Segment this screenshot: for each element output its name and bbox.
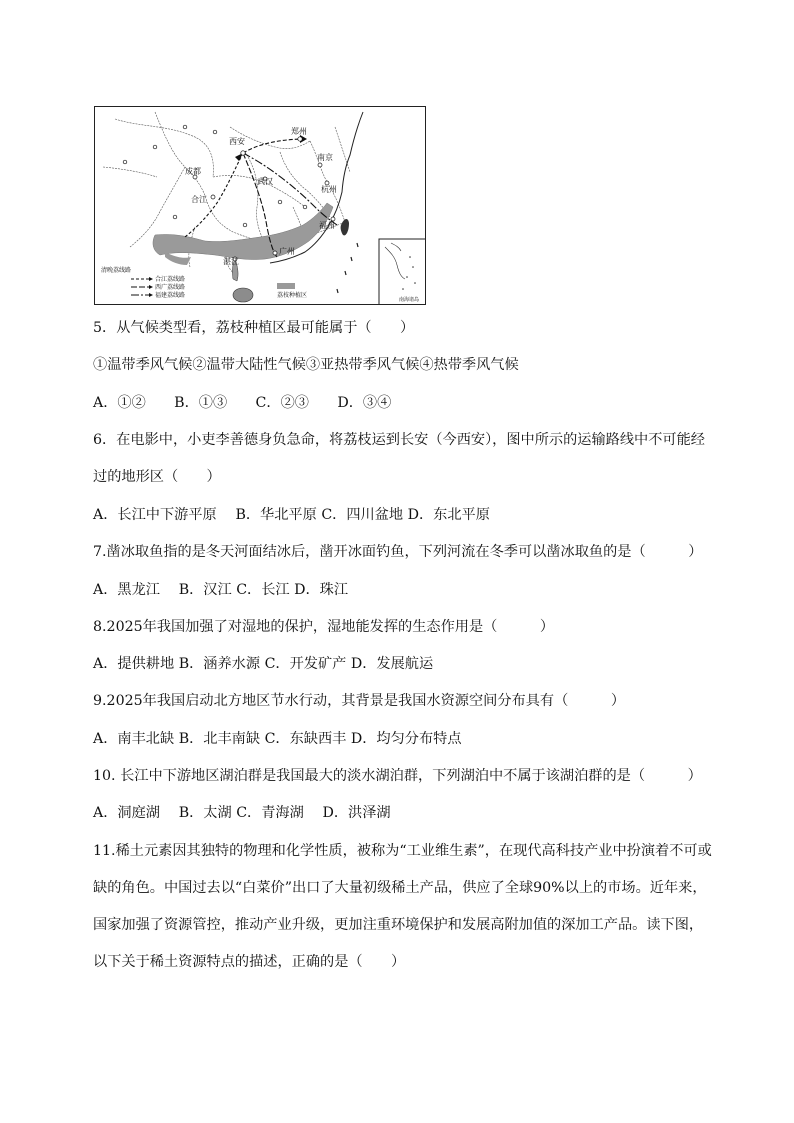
- taiwan-island: [341, 219, 349, 235]
- inset-frame: [379, 239, 426, 305]
- city-label-nanjing: 南京: [317, 153, 333, 162]
- q7-stem: 7.凿冰取鱼指的是冬天河面结冰后，凿开冰面钓鱼，下列河流在冬季可以凿冰取鱼的是（ ）: [93, 544, 703, 560]
- legend-title: 清晚荔线路: [101, 267, 132, 274]
- city-label-zhanjiang: 湛江: [223, 257, 239, 266]
- q11-line1: 11.稀土元素因其独特的物理和化学性质，被称为“工业维生素”，在现代高科技产业中扮演着不可或: [93, 843, 712, 859]
- city-label-fuzhou: 福州: [319, 221, 335, 230]
- q11-line2: 缺的角色。中国过去以“白菜价”出口了大量初级稀土产品，供应了全球90%以上的市场。近年来，: [93, 880, 707, 896]
- q6-options: A．长江中下游平原 B．华北平原 C．四川盆地 D．东北平原: [93, 507, 490, 523]
- city-label-xian: 西安: [229, 137, 245, 146]
- city-label-wuhan: 武汉: [257, 177, 273, 186]
- city-label-guangzhou: 广州: [279, 247, 295, 256]
- city-label-hejiang: 合江: [191, 195, 207, 204]
- legend-lines: [131, 279, 149, 295]
- q5-stem: 5．从气候类型看，荔枝种植区最可能属于（ ）: [93, 320, 415, 336]
- q10-stem: 10. 长江中下游地区湖泊群是我国最大的淡水湖泊群，下列湖泊中不属于该湖泊群的是（ ）: [93, 768, 702, 784]
- q8-options: A．提供耕地 B．涵养水源 C．开发矿产 D．发展航运: [93, 656, 434, 672]
- city-label-chengdu: 成都: [185, 167, 201, 176]
- q8-stem: 8.2025年我国加强了对湿地的保护，湿地能发挥的生态作用是（ ）: [93, 619, 555, 635]
- legend-swatch-plant: [277, 283, 295, 289]
- city-label-hangzhou: 杭州: [321, 185, 337, 194]
- sea-boundary-marks: [337, 243, 358, 293]
- city-label-zhengzhou: 郑州: [291, 127, 307, 136]
- lychee-route-map: [94, 106, 426, 305]
- inset-label: 南海诸岛: [399, 297, 420, 303]
- q6-stem-line1: 6．在电影中，小吏李善德身负急命，将荔枝运到长安（今西安），图中所示的运输路线中不可能经: [93, 432, 705, 448]
- legend-route-xiguang: 西广荔线路: [155, 284, 186, 291]
- legend-plant-area: 荔枝种植区: [277, 292, 308, 299]
- q7-options: A．黑龙江 B．汉江 C．长江 D．珠江: [93, 582, 349, 598]
- legend-route-fujian: 福建荔线路: [155, 292, 186, 299]
- q6-stem-line2: 过的地形区（ ）: [93, 469, 221, 485]
- q11-line3: 国家加强了资源管控，推动产业升级，更加注重环境保护和发展高附加值的深加工产品。读下图，: [93, 917, 704, 933]
- q5-statements: ①温带季风气候②温带大陆性气候③亚热带季风气候④热带季风气候: [93, 357, 519, 373]
- q5-options: A．①② B．①③ C．②③ D．③④: [93, 395, 392, 411]
- q9-stem: 9.2025年我国启动北方地区节水行动，其背景是我国水资源空间分布具有（ ）: [93, 693, 626, 709]
- lychee-planting-area-west: [165, 252, 191, 265]
- hainan-island: [233, 288, 253, 302]
- q10-options: A．洞庭湖 B．太湖 C．青海湖 D．洪泽湖: [93, 805, 391, 821]
- map-drawing: [95, 107, 426, 305]
- q11-line4: 以下关于稀土资源特点的描述，正确的是（ ）: [93, 954, 406, 970]
- legend-route-hejiang: 合江荔线路: [155, 276, 186, 283]
- q9-options: A．南丰北缺 B．北丰南缺 C．东缺西丰 D．均匀分布特点: [93, 731, 462, 747]
